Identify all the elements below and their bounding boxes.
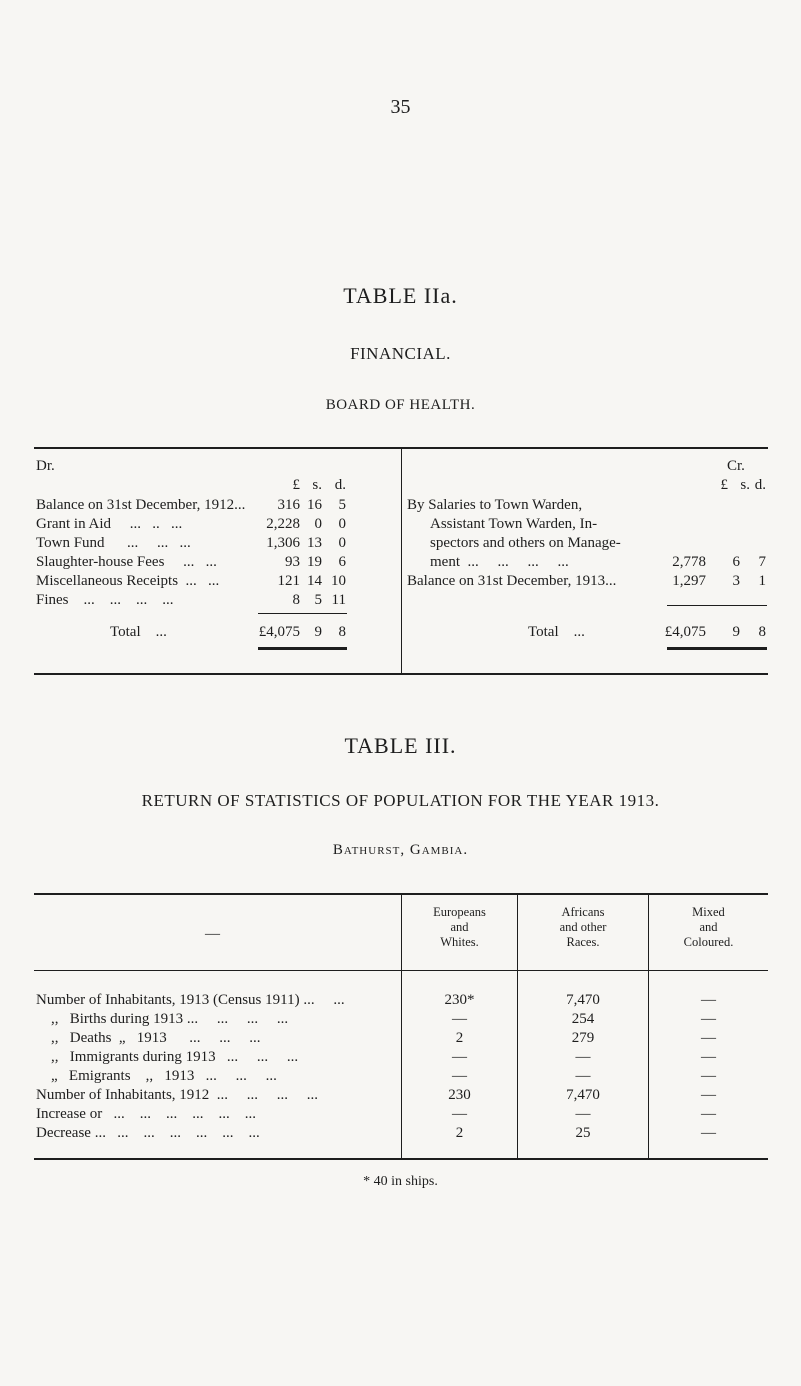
dr-shillings: 13 <box>307 535 322 551</box>
dr-item: Miscellaneous Receipts ... ... <box>36 573 220 589</box>
cr-item: ment ... ... ... ... <box>430 554 569 570</box>
cell-europeans: — <box>452 1011 467 1027</box>
page-number: 35 <box>390 96 411 118</box>
row-label: Number of Inhabitants, 1912 ... ... ... ... <box>36 1087 319 1103</box>
dr-pounds: 93 <box>285 554 300 570</box>
table-3-bottom-rule <box>34 1158 768 1160</box>
row-label: ,, Immigrants during 1913 ... ... ... <box>36 1049 299 1065</box>
cell-europeans: 2 <box>455 1030 464 1046</box>
cr-desc-line: Assistant Town Warden, In- <box>430 516 598 532</box>
dr-pence: 0 <box>338 535 346 551</box>
table-3-title: TABLE III. <box>344 733 457 758</box>
cell-africans: — <box>575 1049 591 1065</box>
dr-shillings: 14 <box>307 573 322 589</box>
dr-pounds: 316 <box>277 497 300 513</box>
dr-pence: 11 <box>331 592 346 608</box>
column-header-europeans: Europeans and Whites. <box>433 905 486 949</box>
cell-europeans: 2 <box>455 1125 464 1141</box>
dr-label: Dr. <box>36 458 55 474</box>
dr-shillings: 0 <box>314 516 322 532</box>
row-label: ,, Deaths „ 1913 ... ... ... <box>36 1030 261 1046</box>
cell-mixed: — <box>701 1125 716 1141</box>
table-3-footnote: * 40 in ships. <box>363 1174 438 1189</box>
cr-label: Cr. <box>727 458 745 474</box>
dr-item: Fines ... ... ... ... <box>36 592 174 608</box>
cr-desc-line: By Salaries to Town Warden, <box>407 497 583 513</box>
cell-africans: — <box>575 1068 591 1084</box>
table-3-corner-dash: — <box>205 926 220 942</box>
dr-pence: 6 <box>338 554 346 570</box>
row-label: Number of Inhabitants, 1913 (Census 1911) ... ... <box>36 992 345 1008</box>
dr-pounds-header: £ <box>292 477 300 493</box>
cr-pence-header: d. <box>754 477 766 493</box>
cr-total-pounds: £4,075 <box>664 624 706 640</box>
dr-item: Town Fund ... ... ... <box>36 535 191 551</box>
cell-europeans: 230 <box>448 1087 471 1103</box>
column-header-africans: Africans and other Races. <box>559 905 607 949</box>
cell-africans: — <box>575 1106 591 1122</box>
dr-total-pence: 8 <box>338 624 346 640</box>
dr-shillings: 16 <box>307 497 322 513</box>
cr-pounds: 2,778 <box>672 554 706 570</box>
cell-africans: 254 <box>571 1011 595 1027</box>
table-2a-title: TABLE IIa. <box>343 283 458 308</box>
cr-desc-line: spectors and others on Manage- <box>430 535 621 551</box>
cr-total-pence: 8 <box>758 624 766 640</box>
dr-item: Slaughter-house Fees ... ... <box>36 554 217 570</box>
cr-total-double-rule <box>667 647 767 650</box>
dr-shillings: 5 <box>314 592 322 608</box>
cell-africans: 7,470 <box>566 992 600 1008</box>
dr-shillings: 19 <box>307 554 322 570</box>
cr-total-shillings: 9 <box>732 624 740 640</box>
dr-pounds: 8 <box>292 592 300 608</box>
cell-mixed: — <box>701 1087 716 1103</box>
dr-pounds: 2,228 <box>266 516 300 532</box>
cr-total-label: Total ... <box>528 624 585 640</box>
cell-mixed: — <box>701 1106 716 1122</box>
table-3-place: Bathurst, Gambia. <box>332 842 469 858</box>
cell-europeans: 230* <box>444 992 475 1008</box>
cr-pence: 1 <box>758 573 766 589</box>
row-label: ,, Births during 1913 ... ... ... ... <box>36 1011 289 1027</box>
dr-pence-header: d. <box>334 477 346 493</box>
cr-pounds-header: £ <box>720 477 728 493</box>
cr-shillings-header: s. <box>740 477 750 493</box>
cell-mixed: — <box>701 1049 716 1065</box>
table-2a-bottom-rule <box>34 673 768 675</box>
row-label: Decrease ... ... ... ... ... ... ... <box>36 1125 260 1141</box>
cr-item: Balance on 31st December, 1913... <box>407 573 617 589</box>
cr-pounds: 1,297 <box>672 573 706 589</box>
table-2a-heading: BOARD OF HEALTH. <box>325 397 476 413</box>
dr-subtotal-rule <box>258 613 347 614</box>
dr-total-shillings: 9 <box>314 624 322 640</box>
table-3-subtitle: RETURN OF STATISTICS OF POPULATION FOR THE YEAR 1913. <box>141 791 660 810</box>
cell-europeans: — <box>452 1068 467 1084</box>
cell-mixed: — <box>701 992 716 1008</box>
row-label: „ Emigrants ,, 1913 ... ... ... <box>36 1068 277 1084</box>
column-header-mixed: Mixed and Coloured. <box>683 905 734 949</box>
cell-africans: 279 <box>571 1030 595 1046</box>
dr-pence: 0 <box>338 516 346 532</box>
cell-africans: 25 <box>575 1125 591 1141</box>
cr-pence: 7 <box>758 554 766 570</box>
cr-subtotal-rule <box>667 605 767 606</box>
cell-mixed: — <box>701 1011 716 1027</box>
cell-africans: 7,470 <box>566 1087 600 1103</box>
dr-total-label: Total ... <box>110 624 167 640</box>
dr-item: Balance on 31st December, 1912... <box>36 497 246 513</box>
dr-shillings-header: s. <box>312 477 322 493</box>
cell-mixed: — <box>701 1030 716 1046</box>
dr-item: Grant in Aid ... .. ... <box>36 516 183 532</box>
cell-mixed: — <box>701 1068 716 1084</box>
dr-pence: 5 <box>338 497 346 513</box>
table-2a-divider <box>401 449 402 674</box>
table-2a-subtitle: FINANCIAL. <box>350 344 451 363</box>
cell-europeans: — <box>452 1049 467 1065</box>
dr-pounds: 121 <box>277 573 300 589</box>
row-label: Increase or ... ... ... ... ... ... <box>36 1106 256 1122</box>
dr-pence: 10 <box>331 573 346 589</box>
dr-total-pounds: £4,075 <box>258 624 300 640</box>
dr-total-double-rule <box>258 647 347 650</box>
cr-shillings: 6 <box>732 554 740 570</box>
cell-europeans: — <box>452 1106 467 1122</box>
dr-pounds: 1,306 <box>266 535 300 551</box>
cr-shillings: 3 <box>732 573 740 589</box>
